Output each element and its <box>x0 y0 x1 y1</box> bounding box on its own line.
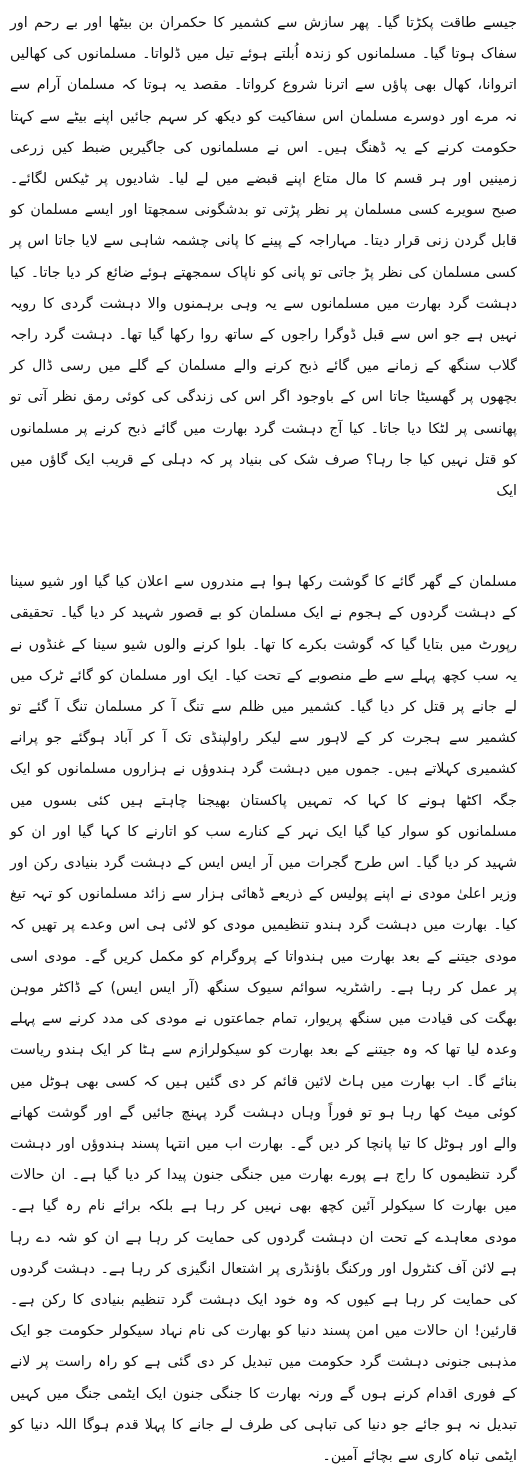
paragraph-gap <box>10 507 517 567</box>
article-paragraph-2: مسلمان کے گھر گائے کا گوشت رکھا ہوا ہے مندروں سے اعلان کیا گیا اور شیو سینا کے دہشت گردوں کے ہجوم نے ایک مسلمان کو بے قصور شہید کر دیا گیا۔ تحقیقی رپورٹ میں بتایا گیا کہ گوشت بکرے کا تھا۔ بلوا کرنے والوں شیو سینا کے غنڈوں نے یہ سب کچھ پہلے سے طے منصوبے کے تحت کیا۔ ایک اور مسلمان کو گائے ٹرک میں لے جانے پر قتل کر دیا گیا۔ کشمیر میں ظلم سے تنگ آ کر مسلمان تنگ آ گئے تو کشمیر سے ہجرت کر کے لاہور سے لیکر راولپنڈی تک آ کر آباد ہوگئے جو پرانے کشمیری کہلاتے ہیں۔ جموں میں دہشت گرد ہندوؤں نے ہزاروں مسلمانوں کو ایک جگہ اکٹھا ہونے کا کہا کہ تمہیں پاکستان بھیجنا چاہتے ہیں کئی بسوں میں مسلمانوں کو سوار کیا گیا ایک نہر کے کنارے سب کو اتارنے کا کہا گیا اور ان کو شہید کر دیا گیا۔ اس طرح گجرات میں آر ایس ایس کے دہشت گرد بنیادی رکن اور وزیر اعلیٰ مودی نے اپنے پولیس کے ذریعے ڈھائی ہزار سے زائد مسلمانوں کو تہہ تیغ کیا۔ بھارت میں دہشت گرد ہندو تنظیمیں مودی کو لائی ہی اس وعدے پر تھیں کہ مودی جیتنے کے بعد بھارت میں ہندواتا کے پروگرام کو مکمل کریں گے۔ مودی اسی پر عمل کر رہا ہے۔ راشٹریہ سوائم سیوک سنگھ (آر ایس ایس) کے ڈاکٹر موہن بھگت کی قیادت میں سنگھ پریوار، تمام جماعتوں نے مودی کی مدد کرنے سے پہلے وعدہ لیا تھا کہ وہ جیتنے کے بعد بھارت کو سیکولرازم سے ہٹا کر ایک ہندو ریاست بنائے گا۔ اب بھارت میں ہاٹ لائین قائم کر دی گئیں ہیں کہ کسی بھی ہوٹل میں کوئی میٹ کھا رہا ہو تو فوراً وہاں دہشت گرد پہنچ جائیں گے اور گوشت کھانے والے اور ہوٹل کا تیا پانچا کر دیں گے۔ بھارت اب میں انتہا پسند ہندوؤں اور دہشت گرد تنظیموں کا راج ہے پورے بھارت میں جنگی جنون پیدا کر دیا گیا ہے۔ ان حالات میں بھارت کا سیکولر آئین کچھ بھی نہیں کر رہا ہے بلکہ برائے نام رہ گیا ہے۔ مودی معاہدے کے تحت ان دہشت گردوں کی حمایت کر رہا ہے ان کو شہ دے رہا ہے لائن آف کنٹرول اور ورکنگ باؤنڈری پر اشتعال انگیزی کر رہا ہے۔ دہشت گردوں کی حمایت کر رہا ہے کیوں کہ وہ خود ایک دہشت گرد تنظیم بنیادی کا رکن ہے۔ قارئین! ان حالات میں امن پسند دنیا کو بھارت کی نام نہاد سیکولر حکومت جو ایک مذہبی جنونی دہشت گرد حکومت میں تبدیل کر دی گئی ہے کو راہ راست پر لانے کے فوری اقدام کرنے ہوں گے ورنہ بھارت کا جنگی جنون ایک ایٹمی جنگ میں کہیں تبدیل نہ ہو جائے جو دنیا کی تباہی کی طرف لے جانے کا پہلا قدم ہوگا اللہ دنیا کو ایٹمی تباہ کاری سے بچائے آمین۔ <box>10 574 517 1464</box>
article-paragraph-1: جیسے طاقت پکڑتا گیا۔ پھر سازش سے کشمیر کا حکمران بن بیٹھا اور بے رحم اور سفاک ہوتا گیا۔ مسلمانوں کو زندہ اُبلتے ہوئے تیل میں ڈلواتا۔ مسلمانوں کی کھالیں اتروانا، کھال بھی پاؤں سے اترنا شروع کرواتا۔ مقصد یہ ہوتا کہ مسلمان آرام سے نہ مرے اور دوسرے مسلمان اس سفاکیت کو دیکھ کر سہم جائیں اپنے بیٹے سے کہتا حکومت کرنے کے یہ ڈھنگ ہیں۔ اس نے مسلمانوں کی جاگیریں ضبط کیں زرعی زمینیں اور ہر قسم کا مال متاع اپنے قبضے میں لے لیا۔ شادیوں پر ٹیکس لگائے۔ صبح سویرے کسی مسلمان پر نظر پڑتی تو بدشگونی سمجھتا اور ایسے مسلمان کو قابل گردن زنی قرار دیتا۔ مہاراجہ کے پینے کا پانی چشمہ شاہی سے لایا جاتا اس پر کسی مسلمان کی نظر پڑ جاتی تو پانی کو ناپاک سمجھتے ہوئے ضائع کر دیا جاتا۔ کیا دہشت گرد بھارت میں مسلمانوں سے یہ وہی برہمنوں والا دہشت گردی کا رویہ نہیں ہے جو اس سے قبل ڈوگرا راجوں کے ساتھ روا رکھا گیا تھا۔ دہشت گرد راجہ گلاب سنگھ کے زمانے میں گائے ذبح کرنے والے مسلمان کے گلے میں رسی ڈال کر بچھوں پر گھسیٹا جاتا اس کے باوجود اگر اس کی زندگی کی کوئی رمق نظر آتی تو پھانسی پر لٹکا دیا جاتا۔ کیا آج دہشت گرد بھارت میں گائے ذبح کرنے پر مسلمانوں کو قتل نہیں کیا جا رہا؟ صرف شک کی بنیاد پر کہ دہلی کے قریب ایک گاؤں میں ایک <box>10 15 517 500</box>
